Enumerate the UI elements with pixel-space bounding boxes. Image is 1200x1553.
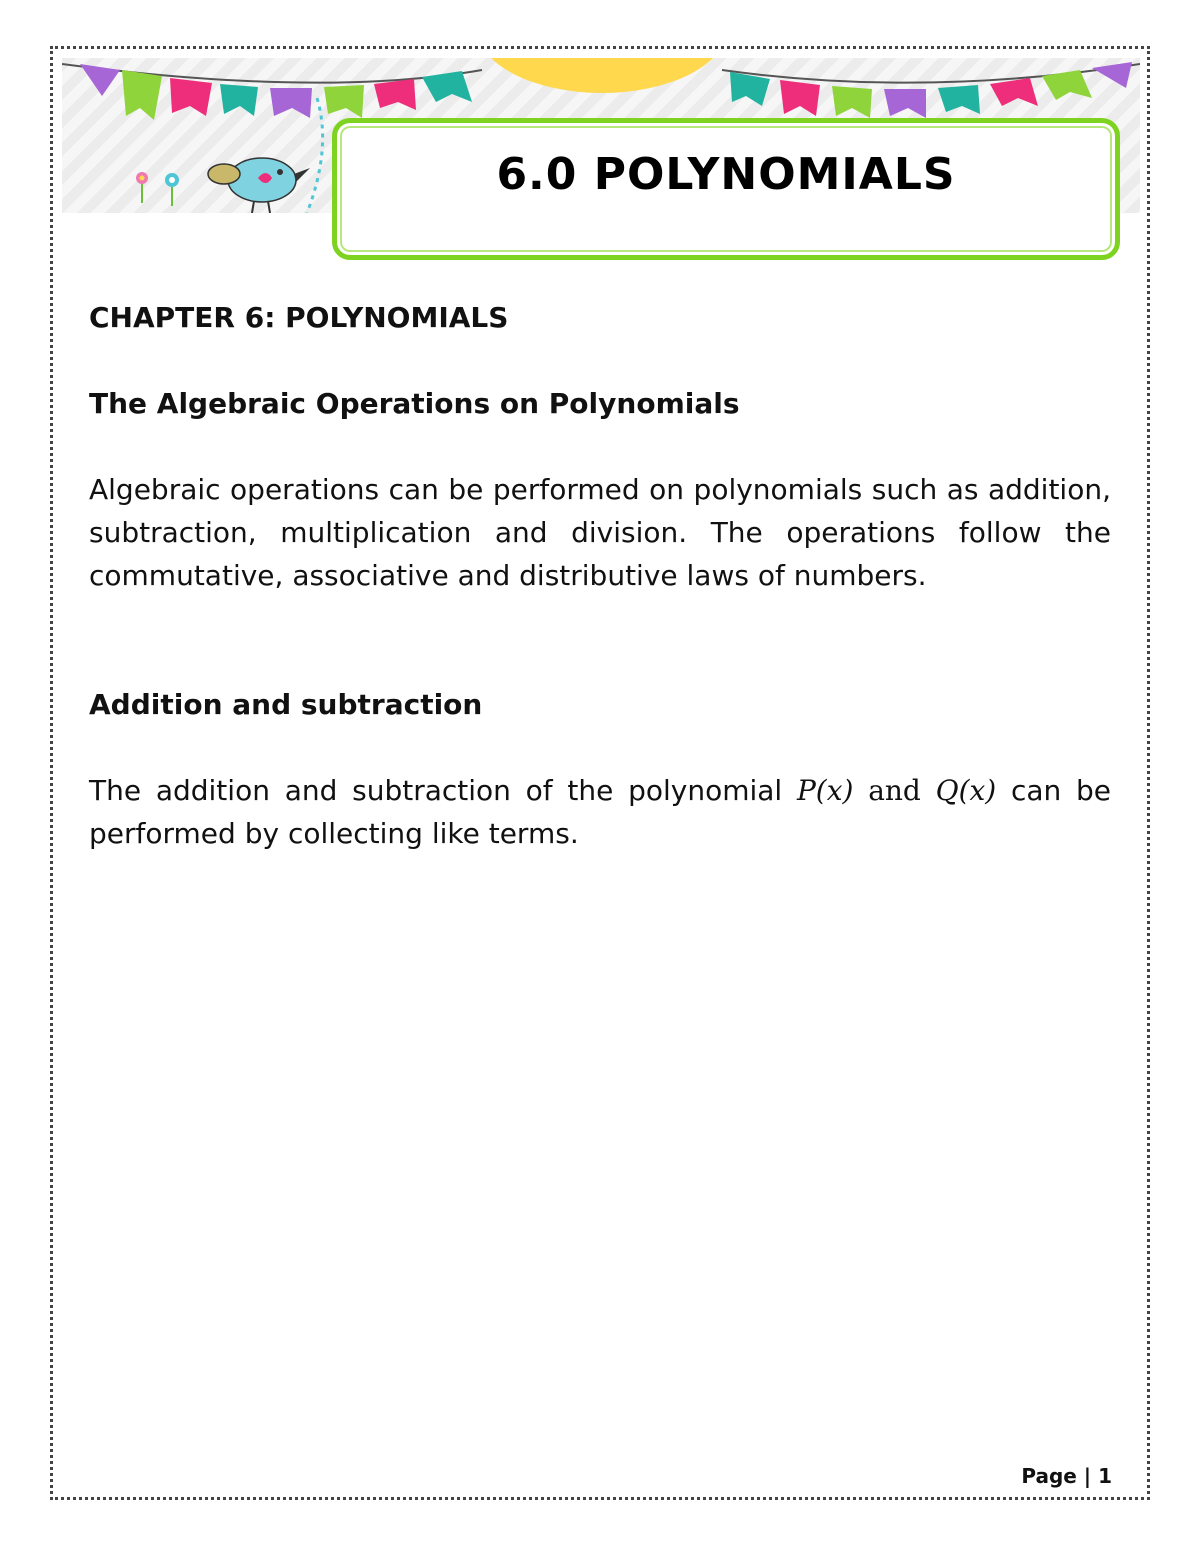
addition-text-after: can be performed by collecting like terms.	[89, 774, 1111, 850]
flag-icon	[884, 89, 926, 118]
chapter-heading: CHAPTER 6: POLYNOMIALS	[89, 301, 509, 334]
flag-icon	[990, 78, 1038, 106]
flag-icon	[220, 84, 258, 116]
page-number: Page | 1	[1021, 1464, 1112, 1488]
flag-icon	[1042, 70, 1092, 100]
section-heading: The Algebraic Operations on Polynomials	[89, 387, 740, 420]
flag-icon	[122, 70, 162, 120]
math-q-of-x: Q(x)	[935, 774, 997, 807]
flag-icon	[780, 80, 820, 116]
chapter-title-box	[332, 118, 1120, 260]
chapter-title: 6.0 POLYNOMIALS	[496, 149, 956, 200]
subsection-heading: Addition and subtraction	[89, 688, 483, 721]
document-body	[89, 296, 1111, 855]
flag-icon	[938, 85, 980, 114]
bird-icon	[208, 158, 310, 213]
addition-paragraph	[89, 769, 1111, 855]
flag-icon	[80, 64, 120, 96]
flower-icon	[136, 172, 148, 203]
addition-text-before: The addition and subtraction of the polynomial	[89, 774, 797, 807]
flag-icon	[374, 79, 416, 110]
flag-icon	[1092, 62, 1132, 88]
flower-icon	[165, 173, 179, 206]
sun-shape	[477, 58, 727, 93]
flag-icon	[730, 72, 770, 106]
flag-icon	[270, 88, 312, 118]
intro-paragraph: Algebraic operations can be performed on polynomials such as addition, subtraction, multiplication and division. The operations follow the commutative, associative and distributive laws of numbers.	[89, 473, 1111, 592]
flag-icon	[422, 71, 472, 102]
math-p-of-x: P(x)	[796, 774, 854, 807]
math-and: and	[853, 774, 936, 807]
flag-icon	[170, 78, 212, 116]
flag-icon	[324, 85, 364, 118]
flag-icon	[832, 86, 872, 118]
